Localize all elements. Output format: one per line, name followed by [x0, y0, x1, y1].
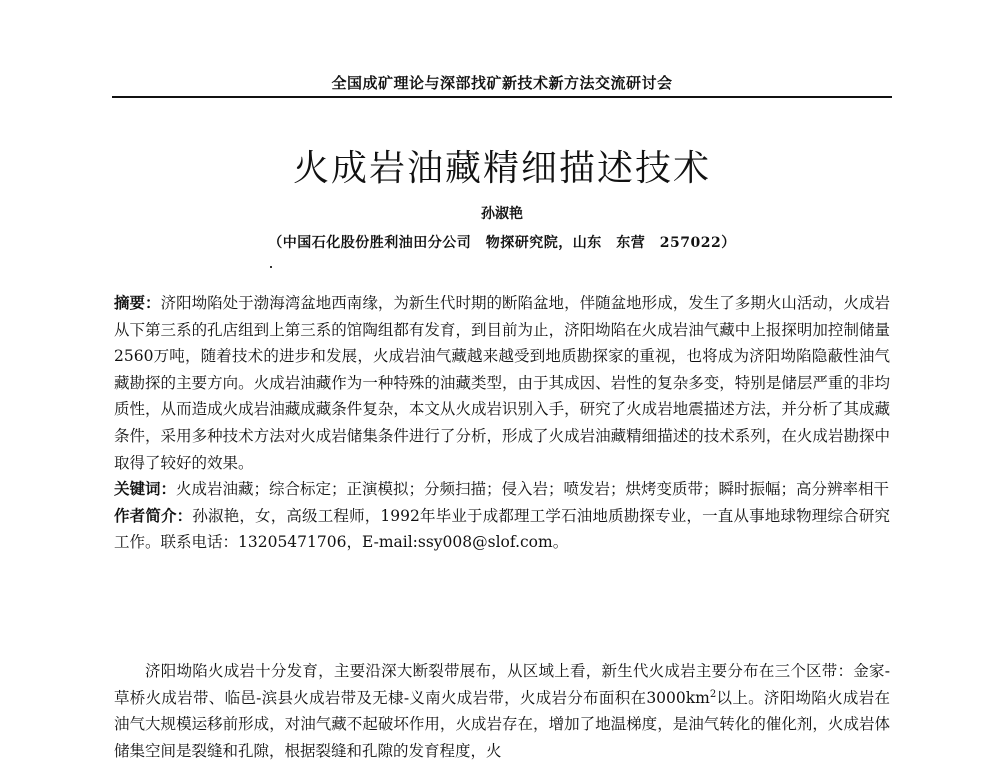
abstract-paragraph: [114, 290, 890, 476]
running-header: 全国成矿理论与深部找矿新技术新方法交流研讨会: [331, 74, 673, 92]
author-bio-paragraph: [114, 503, 890, 556]
abstract-text: 济阳坳陷处于渤海湾盆地西南缘，为新生代时期的断陷盆地，伴随盆地形成，发生了多期火山活动，火成岩从下第三系的孔店组到上第三系的馆陶组都有发育，到目前为止，济阳坳陷在火成岩油气藏中上报探明加控制储量2560万吨，随着技术的进步和发展，火成岩油气藏越来越受到地质勘探家的重视，也将成为济阳坳陷隐蔽性油气藏勘探的主要方向。火成岩油藏作为一种特殊的油藏类型，由于其成因、岩性的复杂多变，特别是储层严重的非均质性，从而造成火成岩油藏成藏条件复杂，本文从火成岩识别入手，研究了火成岩地震描述方法，并分析了其成藏条件，采用多种技术方法对火成岩储集条件进行了分析，形成了火成岩油藏精细描述的技术系列，在火成岩勘探中取得了较好的效果。: [114, 294, 890, 472]
header-rule: [112, 96, 892, 98]
author-bio-label: 作者简介：: [114, 506, 193, 525]
front-matter: [114, 290, 890, 556]
abstract-label: 摘要：: [114, 294, 161, 312]
paper-title: 火成岩油藏精细描述技术: [292, 148, 711, 190]
stray-dot: [270, 266, 272, 268]
keywords-label: 关键词：: [114, 480, 177, 499]
body-text-part1: 济阳坳陷火成岩十分发育，主要沿深大断裂带展布，从区域上看，新生代火成岩主要分布在三个区带：金家-草桥火成岩带、临邑-滨县火成岩带及无棣-义南火成岩带，火成岩分布面积在3000km: [114, 662, 890, 707]
author-bio-text: 孙淑艳，女，高级工程师，1992年毕业于成都理工学石油地质勘探专业，一直从事地球物理综合研究工作。联系电话：13205471706，E-mail:ssy008@slof.com。: [114, 506, 890, 552]
body-text-part2: 以上。济阳坳陷火成岩在油气大规模运移前形成，对油气藏不起破坏作用，火成岩存在，增加了地温梯度，是油气转化的催化剂，火成岩体储集空间是裂缝和孔隙，根据裂缝和孔隙的发育程度，火: [114, 688, 890, 760]
author-affiliation: （中国石化股份胜利油田分公司 物探研究院，山东 东营 257022）: [268, 235, 736, 251]
author-name: 孙淑艳: [481, 206, 523, 222]
keywords-paragraph: [114, 476, 890, 503]
body-paragraph: [114, 658, 890, 760]
body-superscript: 2: [709, 688, 717, 700]
keywords-text: 火成岩油藏；综合标定；正演模拟；分频扫描；侵入岩；喷发岩；烘烤变质带；瞬时振幅；高分辨率相干: [176, 480, 890, 499]
